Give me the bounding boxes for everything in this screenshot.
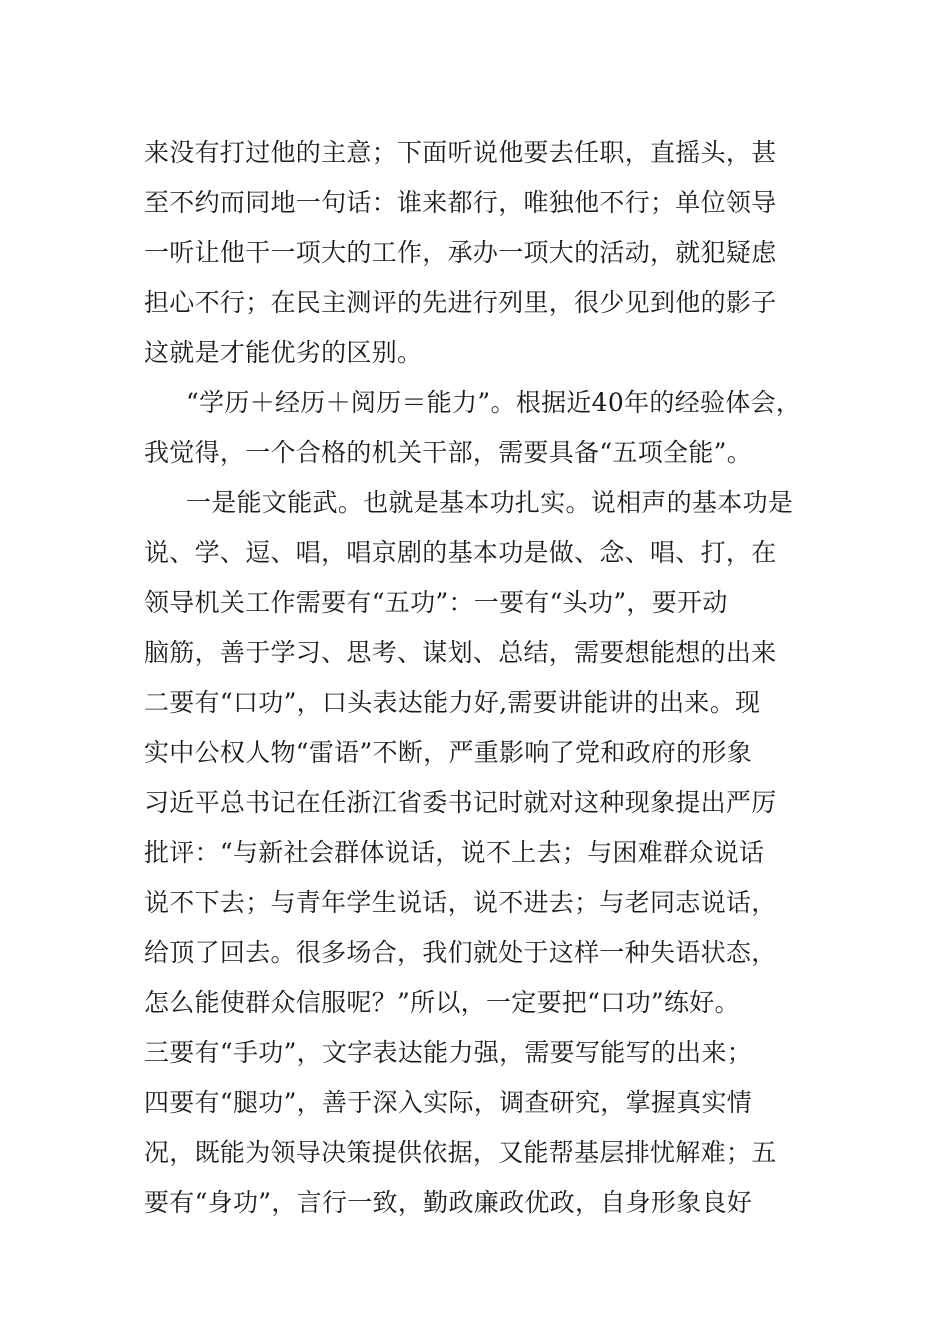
- text-line: 来没有打过他的主意；下面听说他要去任职，直摇头，甚: [144, 138, 777, 167]
- text-line: 况，既能为领导决策提供依据，又能帮基层排忧解难；五: [144, 1138, 777, 1167]
- paragraph-first-line: 一是能文能武。也就是基本功扎实。说相声的基本功是: [186, 488, 794, 517]
- text-line: 领导机关工作需要有“五功”：一要有“头功”，要开动: [144, 588, 728, 617]
- text-line: 至不约而同地一句话：谁来都行，唯独他不行；单位领导: [144, 188, 777, 217]
- text-line: 说不下去；与青年学生说话，说不进去；与老同志说话，: [144, 888, 777, 917]
- text-line: 实中公权人物“雷语”不断，严重影响了党和政府的形象: [144, 738, 753, 767]
- text-line: 担心不行；在民主测评的先进行列里，很少见到他的影子: [144, 288, 777, 317]
- text-line: 习近平总书记在任浙江省委书记时就对这种现象提出严厉: [144, 788, 777, 817]
- paragraph-first-line: “学历＋经历＋阅历＝能力”。根据近40年的经验体会，: [186, 388, 802, 417]
- text-line: 脑筋，善于学习、思考、谋划、总结，需要想能想的出来: [144, 638, 777, 667]
- text-line: 这就是才能优劣的区别。: [144, 338, 423, 367]
- text-line: 要有“身功”，言行一致，勤政廉政优政，自身形象良好: [144, 1188, 753, 1217]
- text-line: 四要有“腿功”，善于深入实际，调查研究，掌握真实情: [144, 1088, 753, 1117]
- text-line: 怎么能使群众信服呢？”所以，一定要把“口功”练好。: [144, 988, 740, 1017]
- text-line: 三要有“手功”，文字表达能力强，需要写能写的出来；: [144, 1038, 753, 1067]
- text-line: 我觉得，一个合格的机关干部，需要具备“五项全能”。: [144, 438, 753, 467]
- text-line: 批评：“与新社会群体说话，说不上去；与困难群众说话: [144, 838, 765, 867]
- text-line: 二要有“口功”，口头表达能力好,需要讲能讲的出来。现: [144, 688, 761, 717]
- text-line: 给顶了回去。很多场合，我们就处于这样一种失语状态，: [144, 938, 777, 967]
- text-line: 一听让他干一项大的工作，承办一项大的活动，就犯疑虑: [144, 238, 777, 267]
- text-line: 说、学、逗、唱，唱京剧的基本功是做、念、唱、打，在: [144, 538, 777, 567]
